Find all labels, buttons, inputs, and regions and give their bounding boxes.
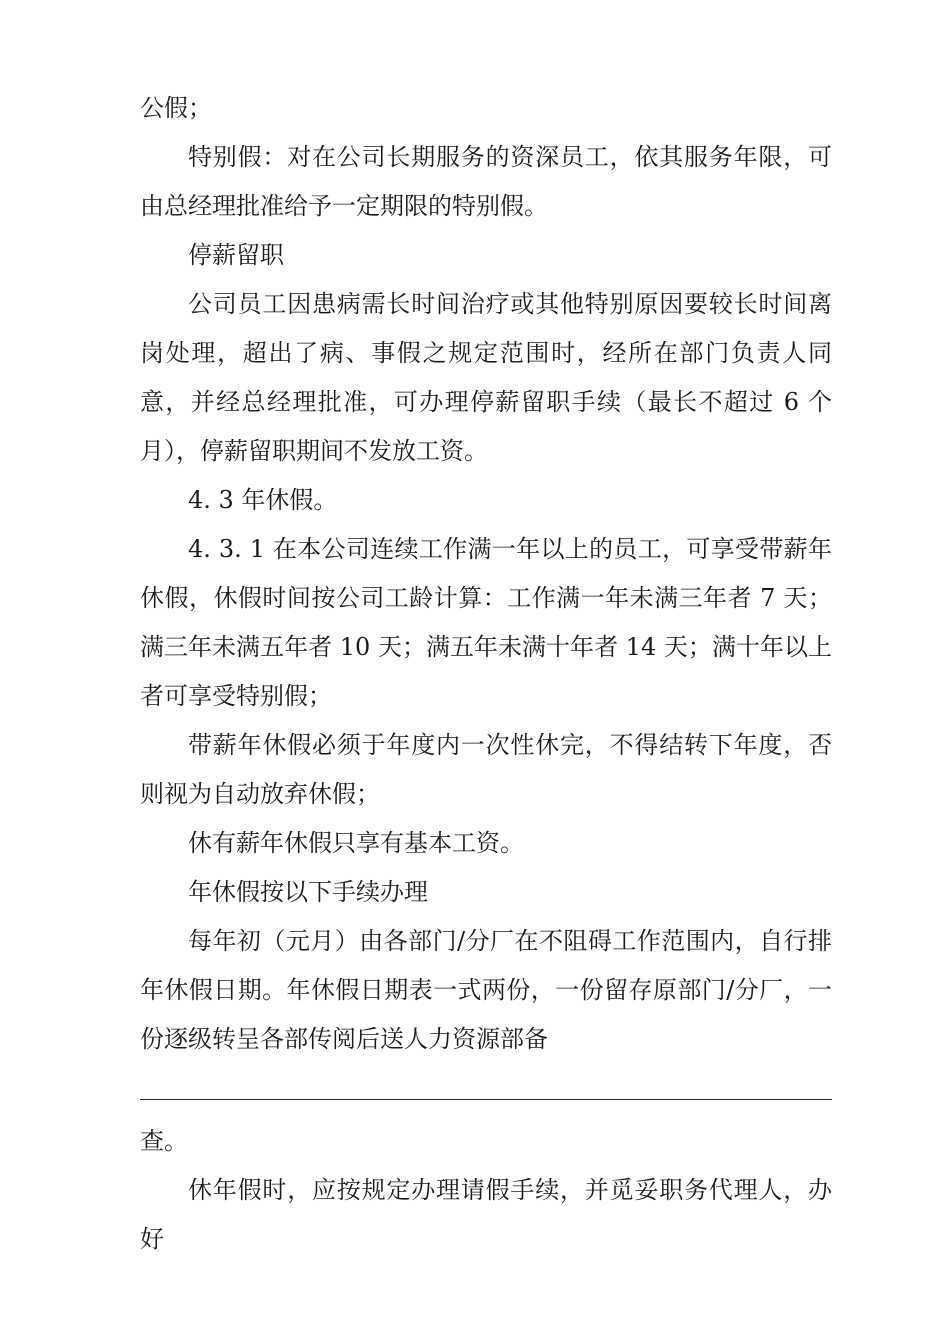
paragraph-unpaid-leave: 公司员工因患病需长时间治疗或其他特别原因要较长时间离岗处理，超出了病、事假之规定范围时，经所在部门负责人同意，并经总经理批准，可办理停薪留职手续（最长不超过 6 个月），停薪留职期间不发放工资。 [140, 290, 832, 465]
paragraph-annual-leave-pay: 休有薪年休假只享有基本工资。 [188, 829, 524, 857]
paragraph-leave-request-procedure: 休年假时，应按规定办理请假手续，并觅妥职务代理人，办好 [140, 1176, 832, 1253]
paragraph-continued-end: 查。 [140, 1127, 188, 1155]
heading-unpaid-leave: 停薪留职 [188, 241, 284, 269]
paragraph-annual-leave-schedule: 每年初（元月）由各部门/分厂在不阻碍工作范围内，自行排年休假日期。年休假日期表一式两份，一份留存原部门/分厂，一份逐级转呈各部传阅后送人力资源部备 [140, 927, 832, 1053]
page-break-divider [140, 1099, 832, 1100]
document-body-continued [140, 1117, 832, 1264]
document-body [140, 84, 832, 1064]
paragraph-special-leave: 特别假：对在公司长期服务的资深员工，依其服务年限，可由总经理批准给予一定期限的特别假。 [140, 143, 832, 220]
paragraph-public-leave-end: 公假； [140, 94, 212, 122]
paragraph-annual-leave-use: 带薪年休假必须于年度内一次性休完，不得结转下年度，否则视为自动放弃休假； [140, 731, 832, 808]
heading-annual-leave: 4. 3 年休假。 [188, 486, 338, 514]
paragraph-annual-leave-eligibility: 4. 3. 1 在本公司连续工作满一年以上的员工，可享受带薪年休假，休假时间按公司工龄计算：工作满一年未满三年者 7 天；满三年未满五年者 10 天；满五年未满十年者 14 天；满十年以上者可享受特别假； [140, 535, 832, 710]
heading-annual-leave-procedure: 年休假按以下手续办理 [188, 878, 428, 906]
